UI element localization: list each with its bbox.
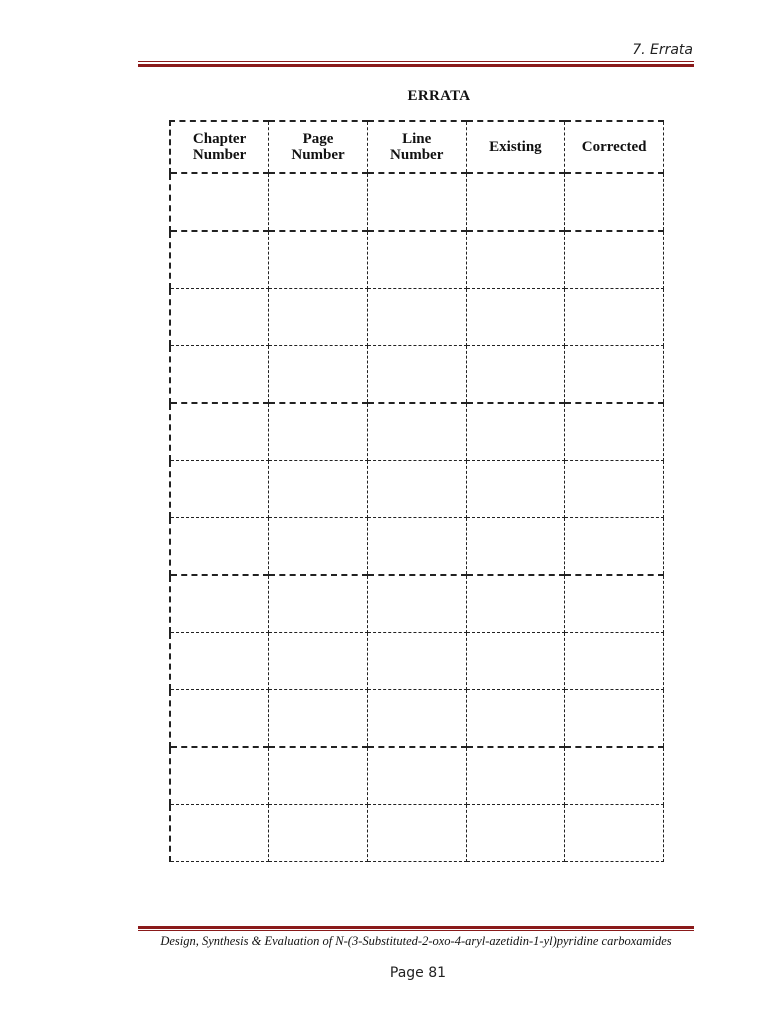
table-row — [170, 173, 664, 231]
table-row — [170, 805, 664, 862]
table-cell — [269, 173, 368, 231]
table-row — [170, 747, 664, 805]
table-cell — [565, 461, 664, 518]
table-cell — [466, 173, 565, 231]
page-heading: ERRATA — [407, 88, 471, 104]
running-footer-thesis-title: Design, Synthesis & Evaluation of N-(3-Substituted-2-oxo-4-aryl-azetidin-1-yl)pyridine carboxamides — [160, 934, 672, 948]
table-cell — [269, 805, 368, 862]
column-header-line: Existing — [489, 139, 542, 155]
table-row — [170, 346, 664, 404]
footer-rule — [138, 926, 694, 932]
table-cell — [269, 690, 368, 748]
table-cell — [565, 173, 664, 231]
table-cell — [367, 518, 466, 576]
table-cell — [170, 461, 269, 518]
table-cell — [367, 403, 466, 461]
footer-rule-thick-line — [138, 926, 694, 929]
header-rule — [138, 61, 694, 67]
column-header-line: Number — [291, 147, 345, 163]
table-cell — [367, 461, 466, 518]
table-cell — [170, 747, 269, 805]
table-row — [170, 633, 664, 690]
header-rule-thin-line — [138, 61, 694, 62]
table-cell — [170, 173, 269, 231]
table-cell — [565, 690, 664, 748]
page-number: Page 81 — [389, 965, 447, 981]
table-cell — [565, 518, 664, 576]
table-cell — [466, 289, 565, 346]
table-cell — [170, 575, 269, 633]
table-cell — [565, 575, 664, 633]
errata-table-body — [170, 173, 664, 862]
errata-table — [169, 120, 664, 862]
table-cell — [269, 518, 368, 576]
table-cell — [565, 289, 664, 346]
table-cell — [367, 231, 466, 289]
footer-rule-thin-line — [138, 930, 694, 931]
running-header-title: 7. Errata — [632, 42, 693, 58]
column-header-line-number — [367, 121, 466, 173]
table-cell — [565, 805, 664, 862]
table-cell — [367, 575, 466, 633]
column-header-existing — [466, 121, 565, 173]
column-header-line: Chapter — [192, 131, 247, 147]
table-row — [170, 575, 664, 633]
table-cell — [565, 346, 664, 404]
table-cell — [466, 461, 565, 518]
table-cell — [269, 289, 368, 346]
table-row — [170, 403, 664, 461]
table-cell — [466, 518, 565, 576]
table-row — [170, 518, 664, 576]
table-cell — [565, 231, 664, 289]
table-cell — [170, 289, 269, 346]
table-cell — [565, 747, 664, 805]
table-cell — [170, 346, 269, 404]
table-cell — [170, 518, 269, 576]
table-row — [170, 461, 664, 518]
table-cell — [170, 690, 269, 748]
table-cell — [170, 633, 269, 690]
table-row — [170, 690, 664, 748]
column-header-line: Page — [302, 131, 334, 147]
errata-table-header — [170, 121, 664, 173]
errata-header-row — [170, 121, 664, 173]
table-cell — [466, 747, 565, 805]
table-cell — [170, 403, 269, 461]
table-cell — [466, 575, 565, 633]
table-cell — [269, 747, 368, 805]
table-cell — [170, 805, 269, 862]
column-header-line: Corrected — [581, 139, 647, 155]
column-header-page-number — [269, 121, 368, 173]
table-cell — [367, 747, 466, 805]
table-row — [170, 289, 664, 346]
table-cell — [565, 403, 664, 461]
table-cell — [466, 403, 565, 461]
table-cell — [367, 173, 466, 231]
table-cell — [269, 461, 368, 518]
table-cell — [269, 403, 368, 461]
table-cell — [367, 633, 466, 690]
column-header-line: Number — [390, 147, 444, 163]
table-cell — [367, 346, 466, 404]
header-rule-thick-line — [138, 64, 694, 67]
table-cell — [269, 231, 368, 289]
table-cell — [170, 231, 269, 289]
column-header-corrected — [565, 121, 664, 173]
table-cell — [466, 346, 565, 404]
table-cell — [269, 633, 368, 690]
table-cell — [367, 805, 466, 862]
table-cell — [466, 633, 565, 690]
table-cell — [367, 289, 466, 346]
table-row — [170, 231, 664, 289]
table-cell — [466, 231, 565, 289]
column-header-line: Number — [192, 147, 247, 163]
column-header-line: Line — [402, 131, 432, 147]
column-header-chapter-number — [170, 121, 269, 173]
table-cell — [565, 633, 664, 690]
table-cell — [269, 575, 368, 633]
table-cell — [269, 346, 368, 404]
table-cell — [466, 690, 565, 748]
table-cell — [466, 805, 565, 862]
table-cell — [367, 690, 466, 748]
